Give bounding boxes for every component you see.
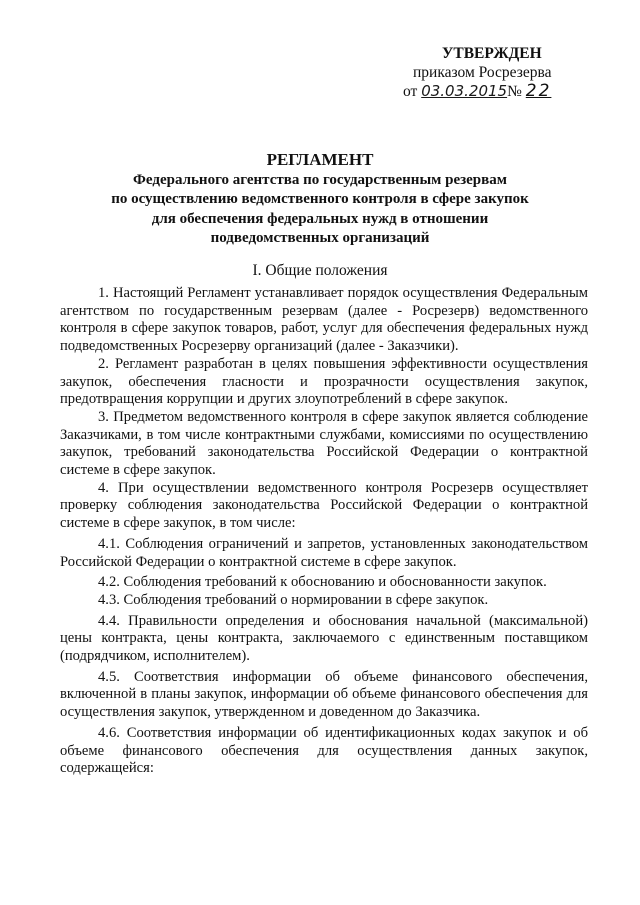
paragraph: 4.2. Соблюдения требований к обоснованию и обоснованности закупок. [98, 574, 547, 591]
approval-title: УТВЕРЖДЕН [442, 45, 542, 62]
document-title: РЕГЛАМЕНТ [266, 150, 374, 169]
paragraph: 4.4. Правильности определения и обоснования начальной (максимальной) цены контракта, цены контракта, заключаемого с единственным поставщиком (подрядчиком, исполнителем). [60, 612, 588, 665]
approval-date-prefix: от [403, 83, 418, 100]
paragraph: 4.6. Соответствия информации об идентификационных кодах закупок и об объеме финансового обеспечения для осуществления данных закупок, содержащейся: [60, 724, 588, 777]
heading-line: подведомственных организаций [210, 229, 430, 246]
paragraph: 4.1. Соблюдения ограничений и запретов, установленных законодательством Российской Федерации о контрактной системе в сфере закупок. [60, 535, 588, 570]
approval-stamp [395, 44, 595, 101]
paragraph: 2. Регламент разработан в целях повышения эффективности осуществления закупок, обеспечения гласности и прозрачности осуществления закупок, предотвращения коррупции и других злоупотреблений в сфере закупок. [60, 355, 588, 408]
paragraph: 1. Настоящий Регламент устанавливает порядок осуществления Федеральным агентством по государственным резервам (далее - Росрезерв) ведомственного контроля в сфере закупок товаров, работ, услуг для обеспечения федеральных нужд подведомственных Росрезерву организаций (далее - Заказчики). [60, 285, 588, 355]
heading-line: по осуществлению ведомственного контроля в сфере закупок [111, 191, 529, 208]
approval-number: 22 [525, 81, 552, 101]
document-heading [60, 150, 580, 248]
document-body [60, 285, 588, 778]
heading-line: для обеспечения федеральных нужд в отношении [151, 210, 489, 227]
paragraph: 4.5. Соответствия информации об объеме финансового обеспечения, включенной в планы закупок, информации об объеме финансового обеспечения для осуществления закупок, утвержденном и доведенном до Заказчика. [60, 668, 588, 721]
heading-line: Федерального агентства по государственным резервам [133, 172, 507, 189]
paragraph: 4.3. Соблюдения требований о нормировании в сфере закупок. [98, 591, 489, 608]
approval-date: 03.03.2015 [421, 82, 508, 100]
approval-date-line [403, 82, 595, 101]
approval-number-sign: № [507, 83, 522, 100]
paragraph: 4. При осуществлении ведомственного контроля Росрезерв осуществляет проверку соблюдения законодательства Российской Федерации о контрактной системе в сфере закупок, в том числе: [60, 479, 588, 532]
approval-by: приказом Росрезерва [413, 64, 552, 81]
section-title: I. Общие положения [252, 262, 388, 279]
paragraph: 3. Предметом ведомственного контроля в сфере закупок является соблюдение Заказчиками, в том числе контрактными службами, комиссиями по осуществлению закупок, требований законодательства Российской Федерации о контрактной системе в сфере закупок. [60, 408, 588, 479]
